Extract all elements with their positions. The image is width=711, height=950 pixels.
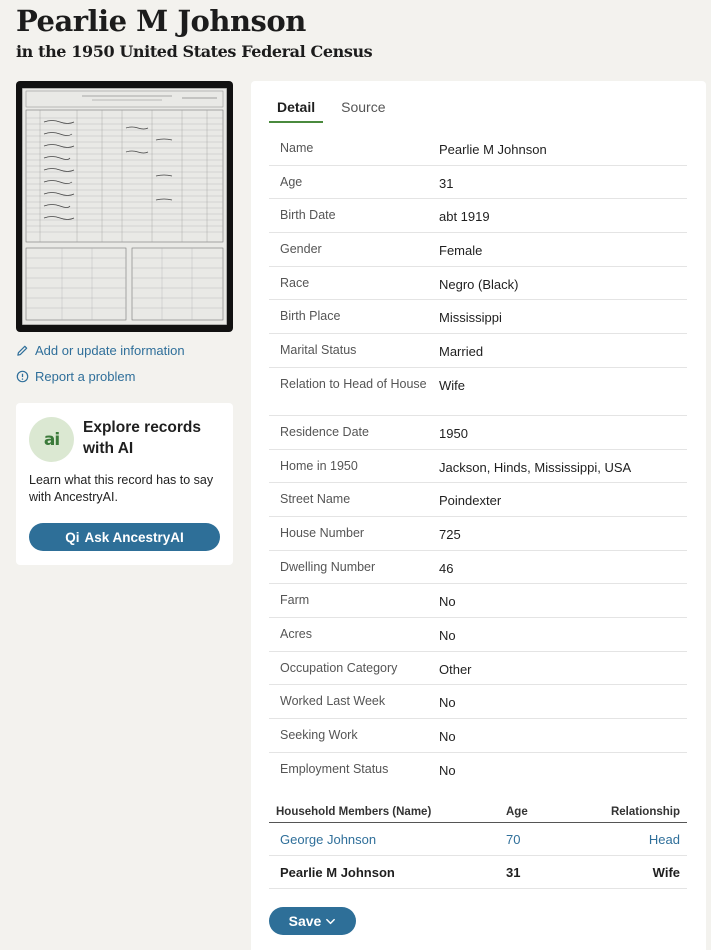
fact-row [269, 416, 687, 450]
add-update-info-label: Add or update information [35, 343, 185, 358]
fact-label: Gender [280, 242, 322, 257]
fact-row [269, 166, 687, 200]
fact-row [269, 300, 687, 334]
fact-value: Negro (Black) [439, 276, 519, 292]
fact-value: Wife [439, 377, 465, 393]
fact-value: No [439, 594, 456, 610]
census-document-thumbnail [22, 88, 227, 325]
tab-source[interactable]: Source [341, 99, 386, 115]
explore-ai-card [16, 403, 233, 565]
fact-row [269, 753, 687, 787]
fact-label: Seeking Work [280, 728, 358, 742]
fact-row [269, 652, 687, 686]
household-table-header [269, 806, 687, 823]
fact-label: House Number [280, 525, 365, 540]
fact-row [269, 233, 687, 267]
fact-value: No [439, 695, 456, 711]
household-age-header: Age [506, 806, 528, 818]
fact-label: Farm [280, 593, 310, 608]
add-update-info-link[interactable] [16, 343, 185, 358]
fact-label: Name [280, 141, 314, 155]
record-tabs [269, 99, 403, 123]
tab-detail[interactable]: Detail [269, 99, 323, 123]
household-relationship-header: Relationship [610, 806, 680, 818]
page-subtitle: in the 1950 United States Federal Census [16, 42, 373, 61]
fact-row [269, 368, 687, 416]
fact-row [269, 551, 687, 585]
household-member-row [269, 856, 687, 889]
household-member-age: 70 [506, 831, 521, 847]
census-record-image[interactable] [16, 81, 233, 332]
fact-value: abt 1919 [439, 209, 490, 225]
ai-card-heading: Explore records with AI [83, 419, 202, 457]
fact-row [269, 199, 687, 233]
fact-label: Birth Place [280, 309, 341, 324]
fact-row [269, 334, 687, 368]
household-member-name: Pearlie M Johnson [280, 864, 395, 880]
fact-row [269, 584, 687, 618]
fact-label: Dwelling Number [280, 559, 376, 574]
ai-card-description: Learn what this record has to say with AncestryAI. [29, 473, 214, 504]
page-title: Pearlie M Johnson [16, 4, 306, 38]
household-member-relationship: Head [648, 831, 680, 847]
chevron-down-icon [325, 916, 336, 927]
fact-label: Acres [280, 626, 312, 641]
facts-table [269, 132, 687, 786]
fact-label: Relation to Head of House [280, 376, 427, 391]
fact-row [269, 685, 687, 719]
fact-row [269, 450, 687, 484]
ask-ancestry-ai-label: Ask AncestryAI [84, 529, 184, 545]
household-name-header: Household Members (Name) [276, 806, 432, 818]
household-member-age: 31 [506, 864, 521, 880]
fact-value: Poindexter [439, 493, 502, 509]
household-member-relationship: Wife [652, 864, 680, 880]
alert-circle-icon [16, 370, 29, 383]
fact-label: Street Name [280, 492, 351, 507]
fact-value: Married [439, 344, 484, 360]
fact-row [269, 483, 687, 517]
report-problem-link[interactable] [16, 369, 135, 384]
save-label: Save [288, 913, 322, 929]
fact-value: No [439, 729, 456, 744]
save-button[interactable] [269, 907, 356, 935]
fact-value: 725 [439, 526, 461, 542]
fact-value: Mississippi [439, 310, 502, 326]
fact-row [269, 517, 687, 551]
fact-value: 31 [439, 175, 454, 191]
fact-row [269, 132, 687, 166]
report-problem-label: Report a problem [35, 369, 136, 384]
fact-value: Jackson, Hinds, Mississippi, USA [439, 459, 632, 475]
fact-label: Worked Last Week [280, 694, 386, 709]
ancestry-ai-logo-icon: ai [29, 417, 74, 462]
fact-value: Other [439, 661, 472, 677]
household-member-name[interactable]: George Johnson [280, 831, 377, 847]
household-members-table [269, 806, 687, 889]
fact-row [269, 267, 687, 301]
fact-label: Employment Status [280, 761, 389, 776]
fact-label: Age [280, 174, 303, 189]
fact-value: 1950 [439, 425, 468, 441]
fact-label: Residence Date [280, 424, 369, 439]
fact-label: Race [280, 275, 310, 290]
fact-label: Marital Status [280, 343, 357, 358]
ask-ancestry-ai-button[interactable] [29, 523, 220, 551]
fact-label: Birth Date [280, 208, 336, 223]
fact-value: No [439, 762, 456, 778]
fact-value: Female [439, 243, 483, 259]
fact-label: Home in 1950 [280, 458, 358, 473]
record-detail-panel [251, 81, 706, 950]
household-member-row[interactable] [269, 823, 687, 856]
fact-value: 46 [439, 560, 454, 576]
pencil-icon [16, 344, 29, 357]
fact-label: Occupation Category [280, 660, 398, 675]
ai-qi-icon: Qi [65, 529, 80, 545]
fact-row [269, 618, 687, 652]
fact-value: No [439, 627, 456, 643]
fact-value: Pearlie M Johnson [439, 142, 547, 157]
fact-row [269, 719, 687, 753]
